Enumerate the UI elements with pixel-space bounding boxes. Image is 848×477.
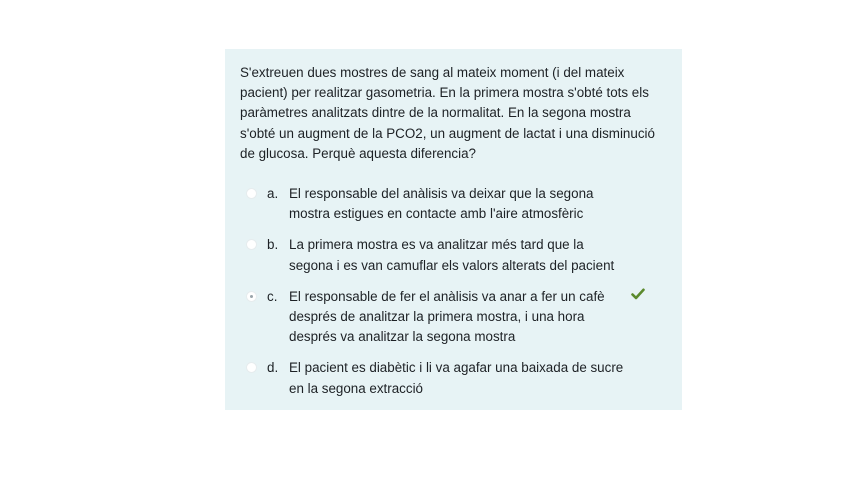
answer-radio-b[interactable]: [246, 239, 257, 250]
answer-radio-c[interactable]: [246, 291, 257, 302]
check-icon: [631, 288, 645, 300]
answer-text-a[interactable]: El responsable del anàlisis va deixar que la segona mostra estigues en contacte amb l'aire atmosfèric: [289, 186, 594, 222]
answer-radio-a[interactable]: [246, 188, 257, 199]
question-card: [225, 49, 682, 410]
answer-text-c[interactable]: El responsable de fer el anàlisis va anar a fer un cafè després de analitzar la primera mostra, i una hora després va analitzar la segona mostra: [289, 288, 605, 345]
answer-letter-a: a.: [267, 186, 279, 202]
answer-option-d[interactable]: [240, 358, 666, 398]
answer-option-a[interactable]: [240, 184, 666, 224]
answer-letter-c: c.: [267, 288, 278, 304]
question-text: S'extreuen dues mostres de sang al mateix moment (i del mateix pacient) per realitzar gasometria. En la primera mostra s'obté tots els paràmetres analitzats dintre de la normalitat. En la segona mostra s'obté un augment de la PCO2, un augment de lactat i una disminució de glucosa. Perquè aquesta diferencia?: [240, 65, 655, 161]
answer-option-c[interactable]: [240, 287, 666, 348]
answer-list: [240, 184, 666, 399]
answer-text-b[interactable]: La primera mostra es va analitzar més tard que la segona i es van camuflar els valors alterats del pacient: [289, 237, 615, 273]
answer-letter-b: b.: [267, 237, 279, 253]
answer-letter-d: d.: [267, 360, 279, 376]
answer-option-b[interactable]: [240, 235, 666, 275]
answer-text-d[interactable]: El pacient es diabètic i li va agafar una baixada de sucre en la segona extracció: [289, 360, 624, 396]
answer-radio-d[interactable]: [246, 362, 257, 373]
